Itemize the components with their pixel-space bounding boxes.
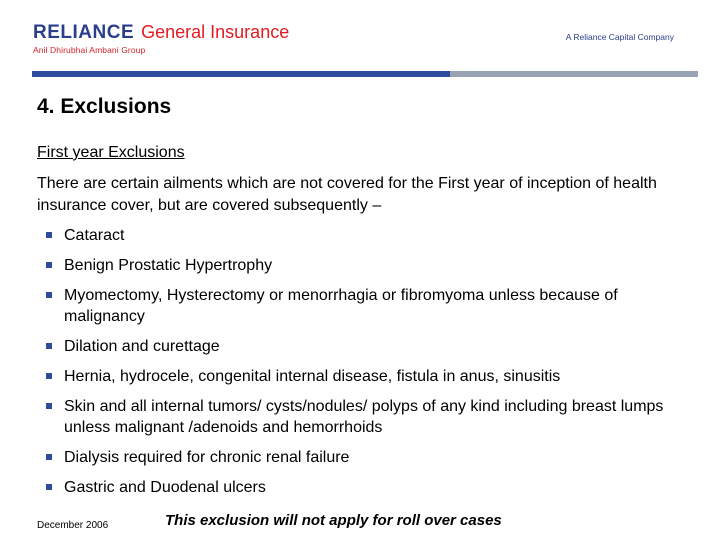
square-bullet-icon	[46, 454, 52, 460]
list-item-text: Dilation and curettage	[64, 338, 220, 355]
list-item-text: Dialysis required for chronic renal failure	[64, 449, 350, 466]
square-bullet-icon	[46, 262, 52, 268]
list-item	[46, 396, 691, 438]
square-bullet-icon	[46, 403, 52, 409]
company-logo	[33, 22, 289, 55]
exclusions-list	[46, 225, 691, 507]
square-bullet-icon	[46, 484, 52, 490]
list-item	[46, 336, 691, 357]
logo-brand-name: RELIANCE	[33, 22, 135, 43]
logo-product-name: General Insurance	[141, 22, 290, 42]
list-item	[46, 255, 691, 276]
list-item-text: Gastric and Duodenal ulcers	[64, 479, 266, 496]
logo-wordmark	[33, 22, 289, 44]
square-bullet-icon	[46, 373, 52, 379]
footer-note: This exclusion will not apply for roll over cases	[165, 512, 502, 529]
slide-title: 4. Exclusions	[37, 95, 172, 118]
header-divider	[32, 71, 698, 77]
list-item	[46, 477, 691, 498]
logo-group-name: Anil Dhirubhai Ambani Group	[33, 45, 146, 55]
square-bullet-icon	[46, 232, 52, 238]
list-item	[46, 447, 691, 468]
list-item-text: Benign Prostatic Hypertrophy	[64, 257, 273, 274]
list-item-text: Hernia, hydrocele, congenital internal disease, fistula in anus, sinusitis	[64, 368, 561, 385]
header-divider-gray	[450, 71, 698, 77]
list-item-text: Cataract	[64, 227, 125, 244]
header-divider-blue	[32, 71, 450, 77]
list-item	[46, 285, 691, 327]
square-bullet-icon	[46, 292, 52, 298]
parent-company-label: A Reliance Capital Company	[565, 32, 674, 42]
list-item-text: Myomectomy, Hysterectomy or menorrhagia or fibromyoma unless because of malignancy	[64, 287, 618, 325]
list-item-text: Skin and all internal tumors/ cysts/nodules/ polyps of any kind including breast lumps unless malignant /adenoids and hemorrhoids	[64, 398, 664, 436]
footer-date: December 2006	[37, 520, 109, 531]
square-bullet-icon	[46, 343, 52, 349]
list-item	[46, 366, 691, 387]
intro-paragraph: There are certain ailments which are not covered for the First year of inception of health insurance cover, but are covered subsequently –	[37, 175, 657, 214]
list-item	[46, 225, 691, 246]
section-subheading: First year Exclusions	[37, 144, 185, 161]
